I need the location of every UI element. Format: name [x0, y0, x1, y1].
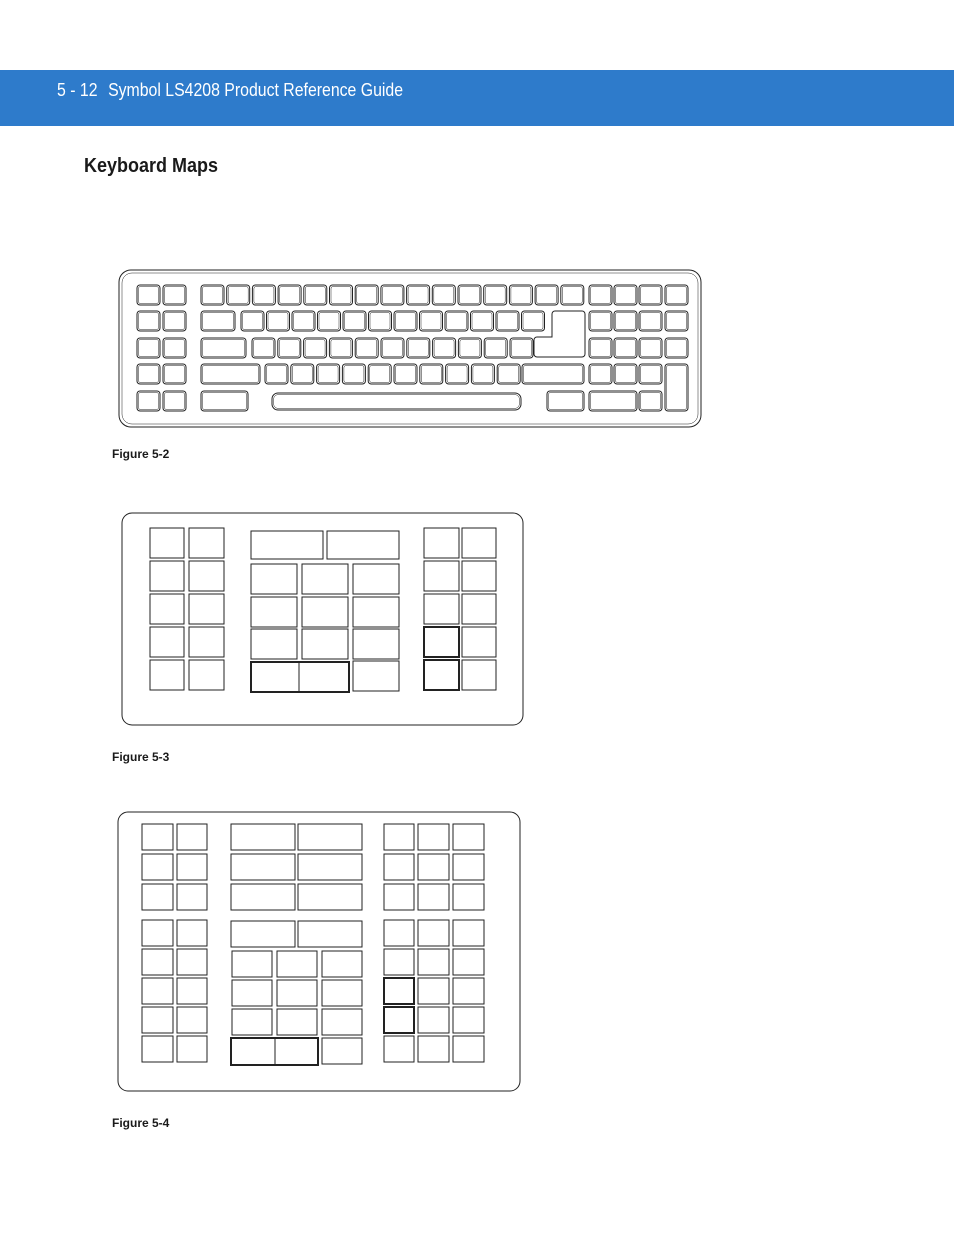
key-inner-edge — [616, 287, 636, 304]
numpad-enter-key — [665, 364, 688, 411]
key-inner-edge — [641, 340, 661, 357]
left-key — [142, 949, 173, 975]
center-key — [251, 662, 299, 692]
key-inner-edge — [667, 313, 687, 330]
center-key — [277, 1009, 317, 1035]
key-inner-edge — [499, 366, 519, 383]
wide-key — [231, 884, 295, 910]
left-key — [163, 391, 186, 411]
left-key — [177, 978, 207, 1004]
numpad-key — [614, 338, 637, 358]
key-inner-edge — [641, 393, 661, 410]
numpad-key — [639, 338, 662, 358]
numpad-key — [665, 338, 688, 358]
key — [445, 311, 468, 331]
center-key — [251, 597, 297, 627]
key-inner-edge — [591, 313, 611, 330]
numpad-key — [589, 338, 612, 358]
right-key — [424, 594, 459, 624]
keyboard-inner-outline — [122, 273, 698, 424]
key — [446, 364, 469, 384]
left-key — [142, 1007, 173, 1033]
key-inner-edge — [203, 366, 259, 383]
key-inner-edge — [268, 313, 288, 330]
key — [278, 338, 301, 358]
center-key — [302, 564, 348, 594]
right-key — [462, 627, 496, 657]
right-key — [418, 884, 449, 910]
right-key — [384, 1036, 414, 1062]
keypad-outline — [122, 513, 523, 725]
numpad-key — [614, 285, 637, 305]
section-title: Keyboard Maps — [84, 155, 219, 177]
right-key — [462, 561, 496, 591]
key — [329, 338, 352, 358]
key-inner-edge — [370, 366, 390, 383]
right-key — [453, 884, 484, 910]
figure-5-3-caption: Figure 5-3 — [112, 750, 170, 764]
wide-key — [298, 854, 362, 880]
key-inner-edge — [591, 393, 636, 410]
numpad-key — [665, 311, 688, 331]
key-inner-edge — [537, 287, 557, 304]
right-key — [453, 920, 484, 946]
key — [433, 338, 456, 358]
enter-key — [534, 311, 585, 357]
right-key — [462, 660, 496, 690]
key — [471, 311, 494, 331]
center-key — [353, 661, 399, 691]
key — [420, 364, 443, 384]
key-inner-edge — [511, 287, 531, 304]
key-inner-edge — [641, 313, 661, 330]
key — [343, 311, 366, 331]
right-key — [453, 978, 484, 1004]
center-key — [353, 564, 399, 594]
key-inner-edge — [267, 366, 287, 383]
key-inner-edge — [228, 287, 248, 304]
key-inner-edge — [486, 340, 506, 357]
key-inner-edge — [616, 366, 636, 383]
double-key — [251, 662, 349, 692]
left-key — [177, 949, 207, 975]
figure-5-2-caption: Figure 5-2 — [112, 447, 170, 461]
left-key — [150, 528, 184, 558]
keyboard-outline — [119, 270, 701, 427]
right-key — [453, 854, 484, 880]
right-key — [418, 949, 449, 975]
key-inner-edge — [280, 287, 300, 304]
key-inner-edge — [165, 313, 185, 330]
key-inner-edge — [460, 340, 480, 357]
left-key — [142, 884, 173, 910]
center-key — [353, 629, 399, 659]
numpad-key — [589, 311, 612, 331]
key-inner-edge — [591, 366, 611, 383]
right-key — [418, 854, 449, 880]
key — [407, 285, 430, 305]
wide-key — [298, 884, 362, 910]
right-key — [453, 1007, 484, 1033]
right-key — [384, 824, 414, 850]
key — [381, 285, 404, 305]
right-key — [384, 920, 414, 946]
left-key — [142, 824, 173, 850]
right-key — [424, 561, 459, 591]
key-inner-edge — [616, 340, 636, 357]
left-key — [137, 311, 160, 331]
key — [292, 311, 315, 331]
key — [497, 364, 520, 384]
center-key — [232, 951, 272, 977]
key-inner-edge — [408, 340, 428, 357]
key-inner-edge — [203, 393, 247, 410]
key — [227, 285, 250, 305]
key-inner-edge — [591, 287, 611, 304]
center-key — [232, 1009, 272, 1035]
right-key — [453, 1036, 484, 1062]
right-key — [424, 528, 459, 558]
key-inner-edge — [139, 313, 159, 330]
left-key — [189, 594, 224, 624]
wide-key — [298, 824, 362, 850]
center-key — [322, 1038, 362, 1064]
key-inner-edge — [485, 287, 505, 304]
numpad-key — [639, 364, 662, 384]
right-key — [453, 824, 484, 850]
numpad-key — [639, 285, 662, 305]
left-key — [177, 884, 207, 910]
key-inner-edge — [344, 366, 364, 383]
left-key — [150, 660, 184, 690]
key — [510, 338, 533, 358]
key-inner-edge — [203, 287, 223, 304]
numpad-key — [614, 364, 637, 384]
key-inner-edge — [667, 340, 687, 357]
key — [330, 285, 353, 305]
right-shift-key — [522, 364, 584, 384]
right-key — [384, 884, 414, 910]
wide-key — [231, 854, 295, 880]
key — [267, 311, 290, 331]
numpad-key — [589, 285, 612, 305]
key — [381, 338, 404, 358]
key-inner-edge — [305, 287, 325, 304]
key-inner-edge — [421, 313, 441, 330]
key — [241, 311, 264, 331]
caps-lock-key — [201, 338, 246, 358]
key — [342, 364, 365, 384]
key-inner-edge — [203, 313, 234, 330]
center-key — [231, 1038, 275, 1065]
key-inner-edge — [434, 340, 454, 357]
key-inner-edge — [591, 340, 611, 357]
key-inner-edge — [331, 340, 351, 357]
key-inner-edge — [667, 366, 687, 410]
key — [496, 311, 519, 331]
key-inner-edge — [447, 366, 467, 383]
right-key — [384, 949, 414, 975]
key — [291, 364, 314, 384]
key-inner-edge — [279, 340, 299, 357]
left-key — [137, 285, 160, 305]
center-key — [251, 629, 297, 659]
key — [252, 285, 275, 305]
key-inner-edge — [382, 287, 402, 304]
left-key — [150, 594, 184, 624]
key — [318, 311, 341, 331]
key — [561, 285, 584, 305]
key — [420, 311, 443, 331]
key — [201, 285, 224, 305]
key-inner-edge — [203, 340, 245, 357]
key — [407, 338, 430, 358]
alt-key — [547, 391, 584, 411]
center-key — [251, 564, 297, 594]
key-inner-edge — [165, 366, 185, 383]
key-inner-edge — [139, 287, 159, 304]
right-key — [453, 949, 484, 975]
key — [317, 364, 340, 384]
key-inner-edge — [139, 393, 159, 410]
key — [394, 311, 417, 331]
key-inner-edge — [165, 393, 185, 410]
wide-key — [327, 531, 399, 559]
numpad-key — [639, 391, 662, 411]
center-key — [322, 980, 362, 1006]
key — [484, 285, 507, 305]
right-key — [384, 978, 414, 1004]
right-key — [418, 920, 449, 946]
key-inner-edge — [319, 313, 339, 330]
key-inner-edge — [370, 313, 390, 330]
key-inner-edge — [408, 287, 428, 304]
numpad-zero-key — [589, 391, 637, 411]
key-inner-edge — [523, 313, 543, 330]
wide-key — [231, 921, 295, 947]
key-inner-edge — [472, 313, 492, 330]
left-key — [177, 1007, 207, 1033]
key — [355, 285, 378, 305]
key — [368, 364, 391, 384]
center-key — [232, 980, 272, 1006]
key-inner-edge — [292, 366, 312, 383]
left-key — [189, 627, 224, 657]
key-inner-edge — [562, 287, 582, 304]
wide-key — [231, 824, 295, 850]
key — [355, 338, 378, 358]
key-inner-edge — [318, 366, 338, 383]
key — [265, 364, 288, 384]
key-inner-edge — [243, 313, 263, 330]
left-key — [163, 285, 186, 305]
key — [535, 285, 558, 305]
key-inner-edge — [473, 366, 493, 383]
key-inner-edge — [331, 287, 351, 304]
left-key — [177, 854, 207, 880]
left-key — [137, 364, 160, 384]
right-key — [462, 528, 496, 558]
key-inner-edge — [254, 287, 274, 304]
key — [458, 338, 481, 358]
right-key — [424, 660, 459, 690]
key-inner-edge — [254, 340, 274, 357]
key-inner-edge — [421, 366, 441, 383]
left-key — [137, 391, 160, 411]
left-key — [142, 854, 173, 880]
key-inner-edge — [396, 313, 416, 330]
key — [304, 285, 327, 305]
numpad-key — [665, 285, 688, 305]
key-inner-edge — [434, 287, 454, 304]
key-inner-edge — [383, 340, 403, 357]
key-inner-edge — [357, 340, 377, 357]
key — [278, 285, 301, 305]
right-key — [424, 627, 459, 657]
left-key — [142, 1036, 173, 1062]
center-key — [277, 980, 317, 1006]
key — [522, 311, 545, 331]
key-inner-edge — [345, 313, 365, 330]
center-key — [322, 951, 362, 977]
numpad-key — [614, 311, 637, 331]
key-inner-edge — [139, 366, 159, 383]
running-header — [57, 79, 403, 101]
left-key — [142, 978, 173, 1004]
key — [394, 364, 417, 384]
center-key — [322, 1009, 362, 1035]
left-key — [137, 338, 160, 358]
left-key — [189, 528, 224, 558]
space-bar — [272, 393, 521, 410]
wide-key — [251, 531, 323, 559]
right-key — [418, 1036, 449, 1062]
ctrl-key — [201, 391, 248, 411]
key-inner-edge — [616, 313, 636, 330]
center-key — [277, 951, 317, 977]
keypad-outline — [118, 812, 520, 1091]
key-inner-edge — [641, 287, 661, 304]
key-inner-edge — [460, 287, 480, 304]
key-inner-edge — [396, 366, 416, 383]
left-key — [163, 364, 186, 384]
right-key — [418, 824, 449, 850]
key — [369, 311, 392, 331]
key — [252, 338, 275, 358]
key — [484, 338, 507, 358]
key-inner-edge — [549, 393, 583, 410]
key — [304, 338, 327, 358]
right-key — [384, 854, 414, 880]
page-number: 5 - 12 — [57, 80, 98, 100]
tab-key — [201, 311, 235, 331]
key-inner-edge — [305, 340, 325, 357]
key-inner-edge — [165, 287, 185, 304]
key-inner-edge — [641, 366, 661, 383]
key-inner-edge — [512, 340, 532, 357]
center-key — [302, 597, 348, 627]
key — [509, 285, 532, 305]
key-inner-edge — [524, 366, 583, 383]
left-key — [177, 920, 207, 946]
key-inner-edge — [165, 340, 185, 357]
key-inner-edge — [498, 313, 518, 330]
guide-title: Symbol LS4208 Product Reference Guide — [108, 80, 404, 100]
right-key — [418, 1007, 449, 1033]
left-key — [150, 627, 184, 657]
numpad-key — [639, 311, 662, 331]
right-key — [418, 978, 449, 1004]
left-key — [177, 1036, 207, 1062]
key — [432, 285, 455, 305]
left-key — [177, 824, 207, 850]
key-inner-edge — [357, 287, 377, 304]
wide-key — [298, 921, 362, 947]
center-key — [353, 597, 399, 627]
left-shift-key — [201, 364, 260, 384]
left-key — [150, 561, 184, 591]
key-inner-edge — [139, 340, 159, 357]
right-key — [462, 594, 496, 624]
double-key — [231, 1038, 318, 1065]
center-key — [302, 629, 348, 659]
key-inner-edge — [294, 313, 314, 330]
key-inner-edge — [274, 395, 520, 409]
left-key — [189, 561, 224, 591]
key — [471, 364, 494, 384]
left-key — [189, 660, 224, 690]
right-key — [384, 1007, 414, 1033]
left-key — [163, 338, 186, 358]
key — [458, 285, 481, 305]
left-key — [163, 311, 186, 331]
key-inner-edge — [447, 313, 467, 330]
numpad-key — [589, 364, 612, 384]
left-key — [142, 920, 173, 946]
key-inner-edge — [667, 287, 687, 304]
figure-5-4-caption: Figure 5-4 — [112, 1116, 170, 1130]
